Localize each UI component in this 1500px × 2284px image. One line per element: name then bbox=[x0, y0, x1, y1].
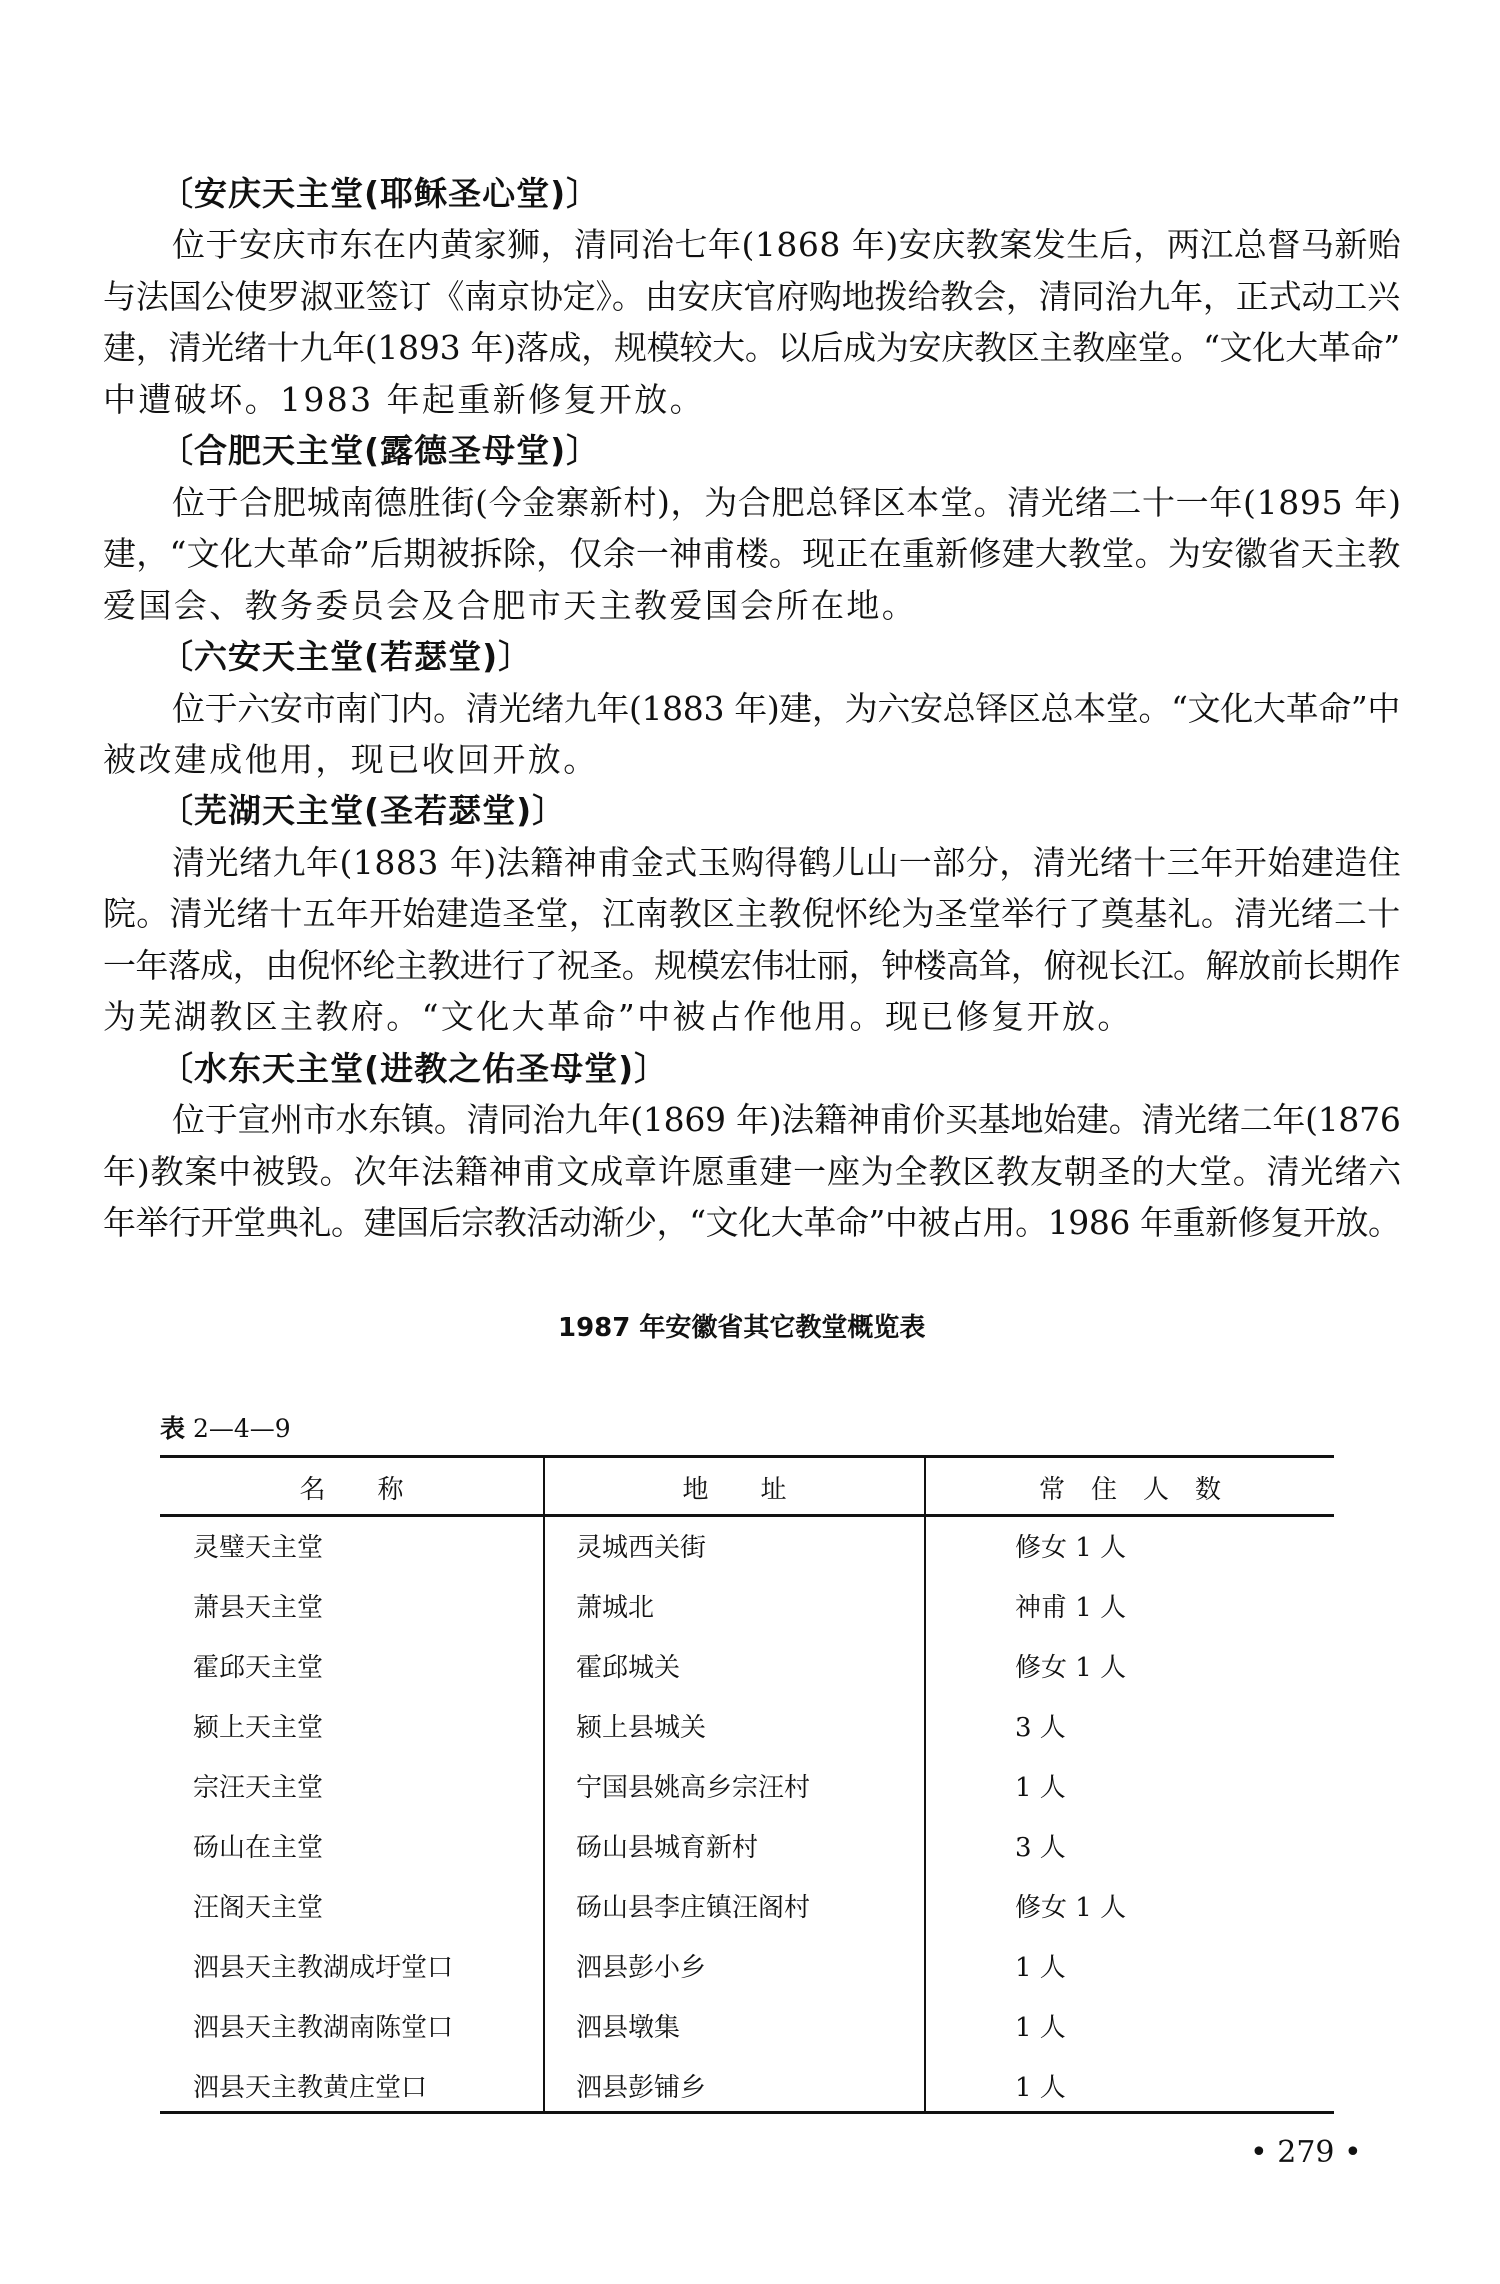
table-row bbox=[160, 1938, 1334, 1998]
cell-name: 泗县天主教黄庄堂口 bbox=[193, 2073, 428, 2103]
cell-address: 宁国县姚高乡宗汪村 bbox=[576, 1773, 811, 1803]
cell-name: 灵璧天主堂 bbox=[193, 1533, 324, 1563]
table-row bbox=[160, 1998, 1334, 2058]
table-row bbox=[160, 1758, 1334, 1818]
header-address: 地 址 bbox=[682, 1475, 787, 1505]
paragraph-line: 清光绪九年(1883 年)法籍神甫金式玉购得鹤儿山一部分，清光绪十三年开始建造住 bbox=[172, 842, 1402, 882]
cell-name: 霍邱天主堂 bbox=[193, 1653, 324, 1683]
table-row bbox=[160, 1578, 1334, 1638]
cell-address: 颍上县城关 bbox=[576, 1713, 707, 1743]
cell-residents: 修女 1 人 bbox=[1015, 1893, 1127, 1923]
table-row bbox=[160, 1638, 1334, 1698]
paragraph-line: 位于六安市南门内。清光绪九年(1883 年)建，为六安总铎区总本堂。“文化大革命”中 bbox=[172, 688, 1401, 728]
section-heading: 〔六安天主堂(若瑟堂)〕 bbox=[160, 637, 533, 677]
table-row bbox=[160, 1698, 1334, 1758]
cell-address: 泗县彭铺乡 bbox=[576, 2073, 707, 2103]
paragraph-line: 年举行开堂典礼。建国后宗教活动渐少，“文化大革命”中被占用。1986 年重新修复开放。 bbox=[103, 1203, 1401, 1242]
paragraph-line: 年)教案中被毁。次年法籍神甫文成章许愿重建一座为全教区教友朝圣的大堂。清光绪六 bbox=[103, 1151, 1402, 1191]
paragraph-line: 中遭破坏。1983 年起重新修复开放。 bbox=[103, 379, 706, 419]
header-name: 名 称 bbox=[299, 1475, 404, 1505]
paragraph-line: 被改建成他用，现已收回开放。 bbox=[103, 739, 599, 779]
paragraph-line: 建，“文化大革命”后期被拆除，仅余一神甫楼。现正在重新修建大教堂。为安徽省天主教 bbox=[103, 534, 1401, 574]
cell-address: 泗县彭小乡 bbox=[576, 1953, 707, 1983]
paragraph-line: 位于合肥城南德胜街(今金寨新村)，为合肥总铎区本堂。清光绪二十一年(1895 年) bbox=[172, 482, 1402, 522]
cell-address: 霍邱城关 bbox=[576, 1653, 681, 1683]
table-row bbox=[160, 1818, 1334, 1878]
paragraph-line: 院。清光绪十五年开始建造圣堂，江南教区主教倪怀纶为圣堂举行了奠基礼。清光绪二十 bbox=[103, 894, 1401, 934]
page-number: • 279 • bbox=[1250, 2135, 1362, 2170]
paragraph-line: 爱国会、教务委员会及合肥市天主教爱国会所在地。 bbox=[103, 585, 918, 625]
cell-residents: 3 人 bbox=[1015, 1833, 1066, 1863]
table-row bbox=[160, 2058, 1334, 2118]
section-heading: 〔安庆天主堂(耶稣圣心堂)〕 bbox=[160, 174, 601, 213]
header-residents: 常 住 人 数 bbox=[1038, 1475, 1221, 1505]
cell-address: 砀山县城育新村 bbox=[576, 1833, 759, 1863]
cell-residents: 修女 1 人 bbox=[1015, 1533, 1127, 1563]
section-heading: 〔芜湖天主堂(圣若瑟堂)〕 bbox=[160, 791, 567, 831]
cell-name: 萧县天主堂 bbox=[193, 1593, 324, 1623]
cell-address: 灵城西关街 bbox=[576, 1533, 707, 1563]
cell-residents: 1 人 bbox=[1015, 2013, 1066, 2043]
table-title: 1987 年安徽省其它教堂概览表 bbox=[558, 1313, 926, 1343]
table-row bbox=[160, 1518, 1334, 1578]
table-number-prefix: 表 bbox=[160, 1414, 186, 1443]
cell-name: 泗县天主教湖南陈堂口 bbox=[193, 2013, 454, 2043]
table-number bbox=[160, 1409, 291, 1445]
cell-name: 宗汪天主堂 bbox=[193, 1773, 324, 1803]
cell-name: 砀山在主堂 bbox=[193, 1833, 324, 1863]
paragraph-line: 与法国公使罗淑亚签订《南京协定》。由安庆官府购地拨给教会，清同治九年，正式动工兴 bbox=[103, 276, 1400, 316]
table-header-rule bbox=[160, 1514, 1334, 1517]
cell-address: 萧城北 bbox=[576, 1593, 655, 1623]
table-row bbox=[160, 1878, 1334, 1938]
cell-address: 泗县墩集 bbox=[576, 2013, 681, 2043]
paragraph-line: 位于安庆市东在内黄家狮，清同治七年(1868 年)安庆教案发生后，两江总督马新贻 bbox=[172, 225, 1402, 265]
table-top-rule bbox=[160, 1455, 1334, 1458]
cell-residents: 修女 1 人 bbox=[1015, 1653, 1127, 1683]
section-heading: 〔合肥天主堂(露德圣母堂)〕 bbox=[160, 431, 601, 471]
cell-name: 汪阁天主堂 bbox=[193, 1893, 324, 1923]
cell-name: 泗县天主教湖成圩堂口 bbox=[193, 1953, 454, 1983]
paragraph-line: 为芜湖教区主教府。“文化大革命”中被占作他用。现已修复开放。 bbox=[103, 997, 1133, 1037]
cell-address: 砀山县李庄镇汪阁村 bbox=[576, 1893, 811, 1923]
cell-residents: 1 人 bbox=[1015, 1953, 1066, 1983]
cell-residents: 神甫 1 人 bbox=[1015, 1593, 1127, 1623]
cell-residents: 1 人 bbox=[1015, 2073, 1066, 2103]
section-heading: 〔水东天主堂(进教之佑圣母堂)〕 bbox=[160, 1048, 669, 1088]
paragraph-line: 一年落成，由倪怀纶主教进行了祝圣。规模宏伟壮丽，钟楼高耸，俯视长江。解放前长期作 bbox=[103, 945, 1401, 985]
cell-residents: 1 人 bbox=[1015, 1773, 1066, 1803]
paragraph-line: 位于宣州市水东镇。清同治九年(1869 年)法籍神甫价买基地始建。清光绪二年(1876 bbox=[172, 1100, 1401, 1140]
cell-residents: 3 人 bbox=[1015, 1713, 1066, 1743]
paragraph-line: 建，清光绪十九年(1893 年)落成，规模较大。以后成为安庆教区主教座堂。“文化大革命” bbox=[103, 328, 1400, 368]
table-number-value: 2—4—9 bbox=[192, 1414, 291, 1443]
cell-name: 颍上天主堂 bbox=[193, 1713, 324, 1743]
